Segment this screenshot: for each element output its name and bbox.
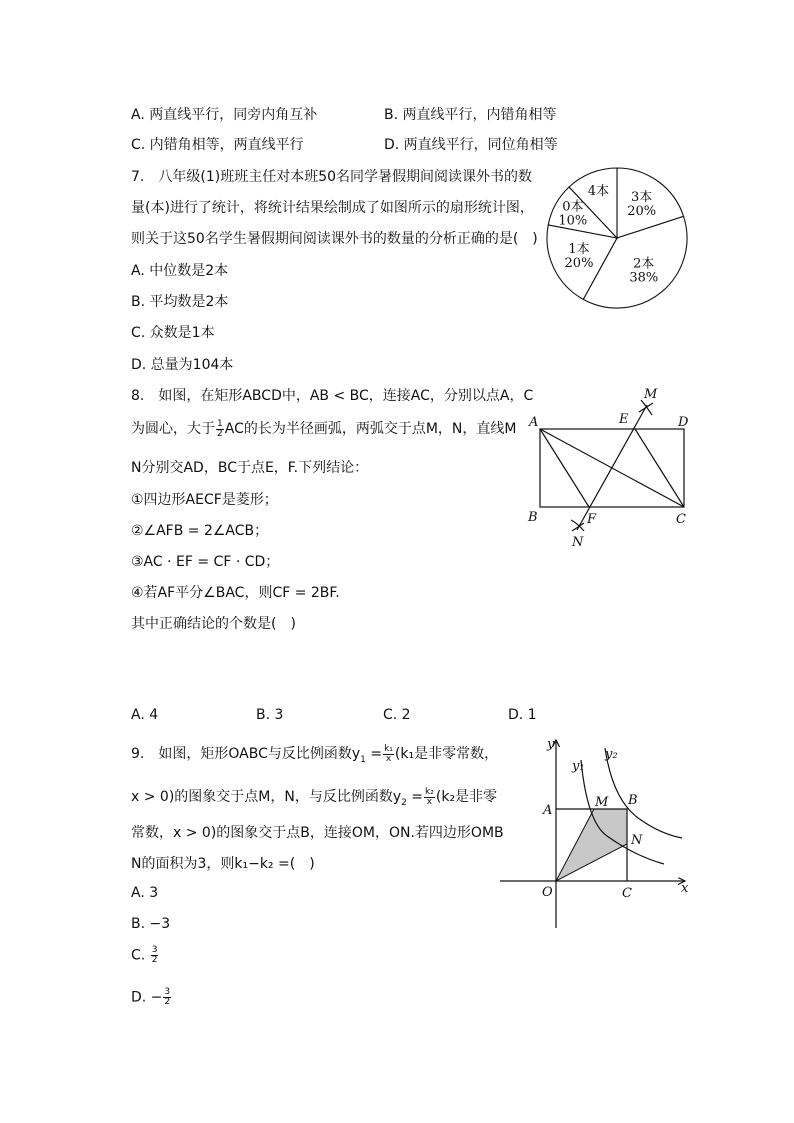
k1-over-x: $\frac{\text{k₁}}{x}$	[384, 743, 393, 764]
label-a: A	[543, 803, 553, 818]
pie-category-label: 4本	[587, 184, 610, 200]
label-m: M	[644, 387, 658, 402]
label-d: D	[678, 415, 689, 430]
q7-text-line1: 7. 八年级(1)班班主任对本班50名同学暑假期间阅读课外书的数	[131, 169, 533, 185]
segment-ce	[635, 429, 684, 507]
pie-percent-label: 20%	[627, 204, 657, 220]
q7-option-a: A. 中位数是2本	[131, 263, 229, 279]
pie-category-label: 3本	[631, 190, 653, 206]
label-y2: y₂	[605, 747, 618, 762]
pie-percent-label: 38%	[629, 270, 659, 286]
q8-rectangle-figure	[520, 385, 700, 550]
label-b: B	[628, 793, 638, 808]
q7-pie-chart	[545, 166, 690, 311]
segment-af	[540, 429, 589, 507]
label-n: N	[572, 535, 584, 550]
label-y1: y₁	[572, 759, 585, 774]
q8-statement-2: ②∠AFB = 2∠ACB；	[131, 523, 269, 539]
label-b: B	[528, 510, 538, 525]
quadrilateral-ombn	[556, 809, 627, 881]
q8-option-a: A. 4	[131, 707, 159, 723]
pie-category-label: 1本	[568, 241, 590, 257]
pie-category-label: 2本	[633, 256, 655, 272]
half-fraction: $\frac{1}{2}$	[217, 418, 223, 439]
q9-option-b: B. −3	[131, 916, 171, 932]
q6-option-b: B. 两直线平行，内错角相等	[384, 107, 557, 123]
pie-percent-label: 10%	[558, 213, 588, 229]
q8-statement-3: ③AC · EF = CF · CD；	[131, 554, 280, 570]
pie-percent-label: 20%	[564, 255, 594, 271]
pie-category-label: 0本	[562, 199, 584, 215]
q9-text-line2: x > 0)的图象交于点M，N，与反比例函数$y_2$ = $\frac{\text{k₂}}{x}$ (k₂是非零	[131, 786, 498, 808]
label-x: x	[681, 881, 689, 896]
q8-statement-1: ①四边形AECF是菱形；	[131, 492, 278, 508]
q7-option-d: D. 总量为104本	[131, 357, 234, 373]
q9-text-line4: N的面积为3，则k₁−k₂ =( )	[131, 856, 315, 872]
q9-option-c: C. $\frac{3}{2}$	[131, 945, 158, 965]
q7-text-line3: 则关于这50名学生暑假期间阅读课外书的数量的分析正确的是( )	[131, 231, 538, 247]
label-e: E	[619, 412, 629, 427]
q9-text-line1: 9. 如图，矩形OABC与反比例函数$y_1$ = $\frac{\text{k₁}}{x}$ (k₁是非零常数，	[131, 743, 499, 765]
q8-text-line1: 8. 如图，在矩形ABCD中，AB < BC，连接AC，分别以点A，C	[131, 388, 534, 404]
q8-text-line3: N分别交AD，BC于点E，F.下列结论：	[131, 460, 369, 476]
label-y: y	[547, 737, 555, 752]
q8-question: 其中正确结论的个数是( )	[131, 616, 296, 632]
q9-text-line3: 常数，x > 0)的图象交于点B，连接OM，ON.若四边形OMB	[131, 825, 504, 841]
q8-option-c: C. 2	[383, 707, 411, 723]
label-c: C	[622, 886, 632, 901]
q7-option-b: B. 平均数是2本	[131, 294, 229, 310]
q7-text-line2: 量(本)进行了统计，将统计结果绘制成了如图所示的扇形统计图，	[131, 200, 534, 216]
q9-option-a: A. 3	[131, 885, 159, 901]
label-c: C	[676, 512, 686, 527]
label-m: M	[595, 795, 609, 810]
label-f: F	[587, 512, 597, 527]
label-o: O	[542, 885, 553, 900]
q7-option-c: C. 众数是1本	[131, 325, 215, 341]
k2-over-x: $\frac{\text{k₂}}{x}$	[425, 786, 434, 807]
q9-option-d: D. − $\frac{3}{2}$	[131, 987, 171, 1007]
q6-option-c: C. 内错角相等，两直线平行	[131, 137, 304, 153]
label-a: A	[529, 415, 539, 430]
q8-option-d: D. 1	[508, 707, 537, 723]
q8-option-b: B. 3	[256, 707, 284, 723]
q6-option-a: A. 两直线平行，同旁内角互补	[131, 107, 318, 123]
label-n: N	[631, 833, 643, 848]
q8-text-line2: 为圆心，大于 $\frac{1}{2}$ AC的长为半径画弧，两弧交于点M，N，直线M	[131, 418, 517, 439]
q8-statement-4: ④若AF平分∠BAC，则CF = 2BF.	[131, 585, 340, 601]
q9-graph-figure	[495, 732, 695, 932]
q6-option-d: D. 两直线平行，同位角相等	[384, 137, 558, 153]
